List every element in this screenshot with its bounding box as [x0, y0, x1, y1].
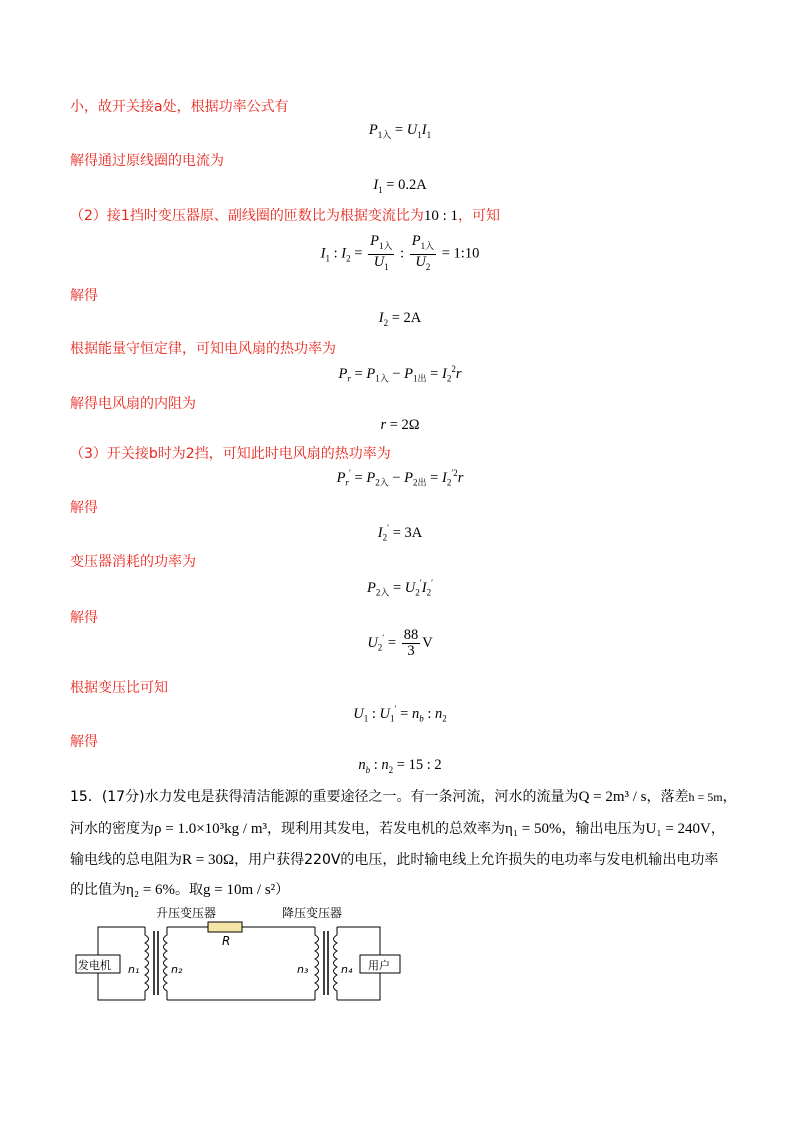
equation-p2in: $P_{2入} = U_2'I_2'$: [366, 578, 434, 598]
problem-line-4: 的比值为η₂ = 6%。取g = 10m / s²）: [70, 882, 290, 898]
label-resistor: R: [222, 934, 231, 948]
text-line-7: （3）开关接b时为2挡，可知此时电风扇的热功率为: [70, 446, 391, 462]
problem-line-1: 15．(17分)水力发电是获得清洁能源的重要途径之一。有一条河流，河水的流量为Q = 2m³ / s，落差h = 5m，: [70, 789, 737, 805]
equation-heat-power: $P_r = P_{1入} - P_{1出} = I_2^2r$: [338, 364, 462, 384]
equation-heat-power-2: $P_r' = P_{2入} - P_{2出} = I_2^{'2}r$: [336, 468, 464, 488]
equation-p1in: $P_{1入} = U_1I_1$: [368, 122, 432, 140]
transmission-circuit-diagram: [70, 905, 470, 1015]
equation-voltage-ratio: $U_1$ : $U_1' = n_b$ : $n_2$: [353, 704, 447, 724]
text-line-6: 解得电风扇的内阻为: [70, 396, 196, 412]
text-line-1: 小，故开关接a处，根据功率公式有: [70, 99, 289, 115]
equation-current-ratio: $I_1$ : $I_2$ = $\frac{P_{1入}}{U_1}$ : $\frac{P_{1入}}{U_2}$ = 1:10: [320, 233, 480, 272]
text-line-3: （2）接1挡时变压器原、副线圈的匝数比为根据变流比为10 : 1，可知: [70, 208, 500, 224]
equation-u2-prime: $U_2'$ = $\frac{88}{3}$ V: [367, 627, 433, 659]
text-line-5: 根据能量守恒定律，可知电风扇的热功率为: [70, 341, 336, 357]
equation-i2: $I_2 = 2A$: [378, 310, 422, 328]
label-step-down-transformer: 降压变压器: [282, 906, 343, 920]
equation-i1: $I_1 = 0.2A$: [373, 177, 427, 195]
text-line-8: 解得: [70, 500, 98, 516]
text-line-11: 根据变压比可知: [70, 680, 168, 696]
label-user: 用户: [368, 959, 390, 972]
text-line-4: 解得: [70, 288, 98, 304]
label-step-up-transformer: 升压变压器: [156, 906, 217, 920]
label-n4: n₄: [341, 963, 353, 976]
text-line-2: 解得通过原线圈的电流为: [70, 153, 224, 169]
equation-turns-ratio: $n_b$ : $n_2 = 15$ : 2: [358, 757, 442, 775]
label-n1: n₁: [128, 963, 140, 976]
label-generator: 发电机: [78, 959, 111, 972]
equation-i2-prime: $I_2' = 3A$: [377, 523, 423, 543]
label-n3: n₃: [297, 963, 309, 976]
problem-line-3: 输电线的总电阻为R = 30Ω，用户获得220V的电压，此时输电线上允许损失的电功率与发电机输出电功率: [70, 852, 719, 868]
text-line-12: 解得: [70, 734, 98, 750]
equation-r: r = 2Ω: [380, 417, 420, 433]
label-n2: n₂: [171, 963, 183, 976]
text-line-10: 解得: [70, 610, 98, 626]
problem-line-2: 河水的密度为ρ = 1.0×10³kg / m³，现利用其发电，若发电机的总效率为η₁ = 50%，输出电压为U₁ = 240V，: [70, 821, 725, 837]
text-line-9: 变压器消耗的功率为: [70, 554, 196, 570]
